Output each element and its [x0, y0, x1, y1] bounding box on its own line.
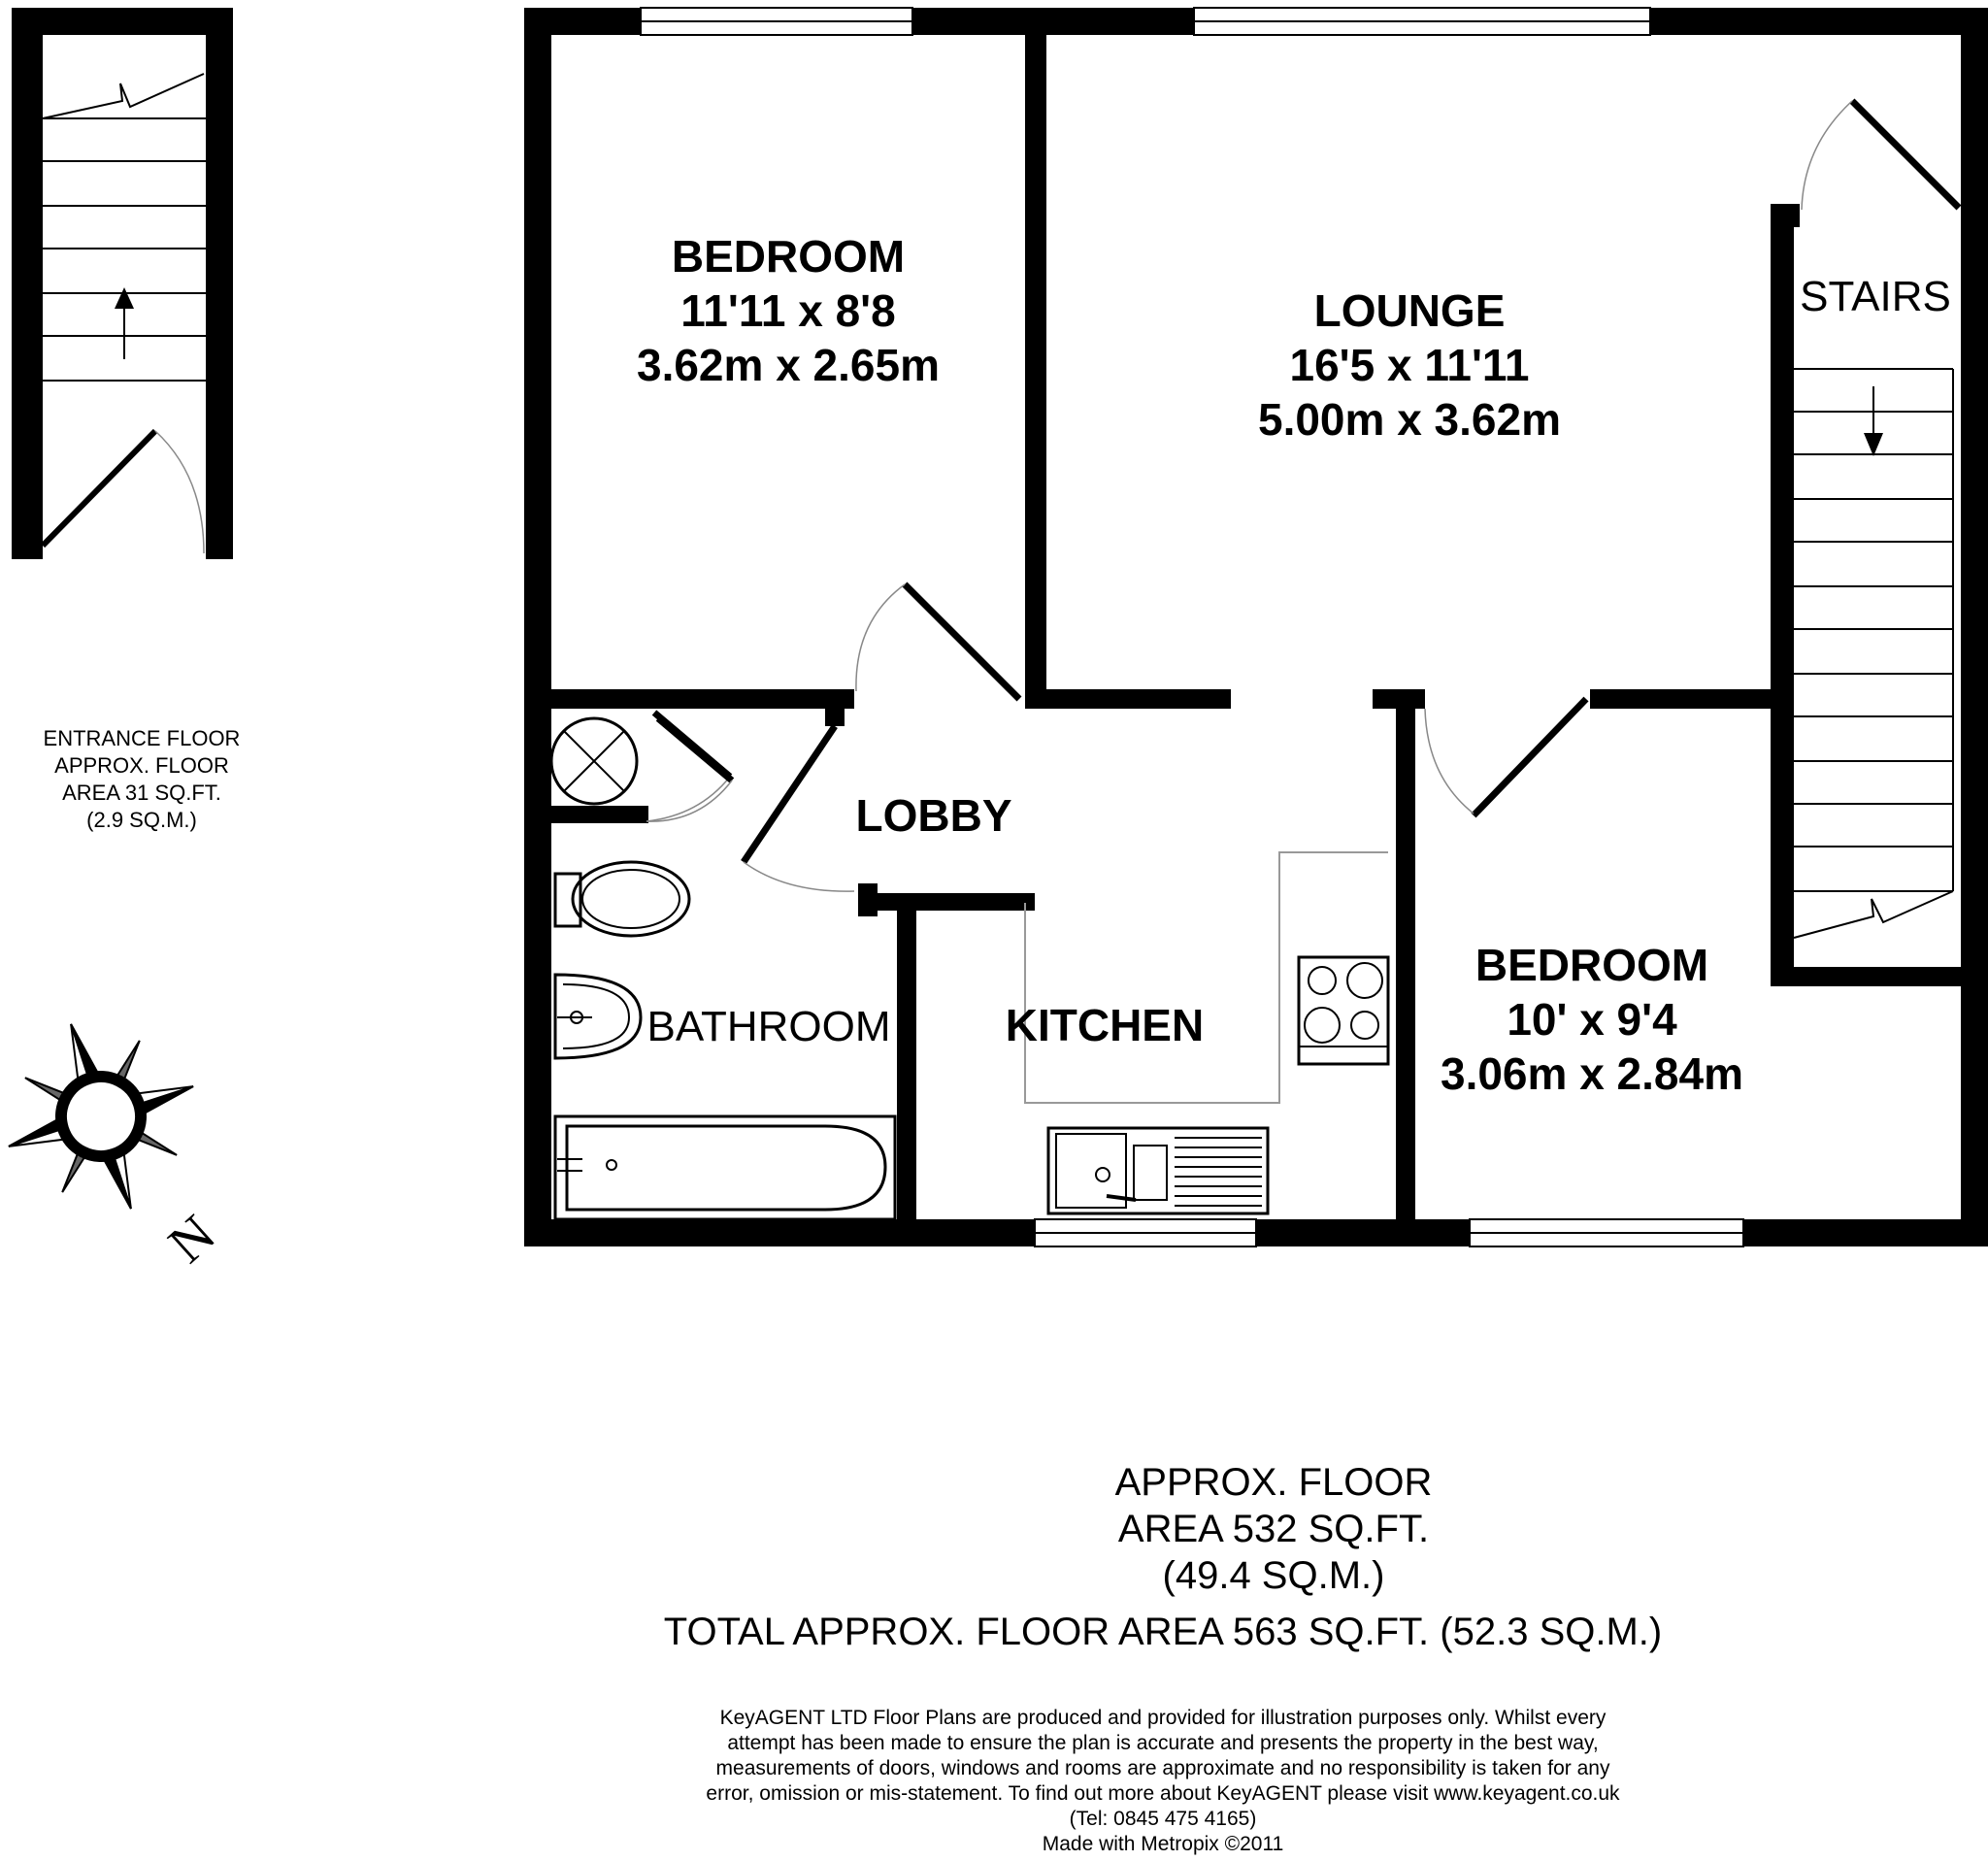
disclaimer-line6: Made with Metropix ©2011: [1042, 1833, 1284, 1855]
basin-icon: [555, 975, 641, 1058]
compass-north-letter: N: [157, 1204, 227, 1276]
main-floor-area: [1115, 1461, 1433, 1597]
bedroom2-name: BEDROOM: [1474, 940, 1709, 990]
bathtub-icon: [555, 1116, 895, 1219]
kitchen-label: KITCHEN: [1005, 1000, 1205, 1050]
bedroom2-imperial: 10' x 9'4: [1507, 994, 1677, 1045]
outer-walls: [524, 8, 1988, 1246]
main-floor-plan: [524, 8, 1988, 1246]
disclaimer-line5: (Tel: 0845 475 4165): [1069, 1808, 1257, 1830]
lounge-imperial: 16'5 x 11'11: [1289, 340, 1530, 390]
up-arrow-icon: [115, 287, 134, 359]
entrance-area-line3: AREA 31 SQ.FT.: [62, 781, 221, 805]
doors: [646, 101, 1959, 891]
entrance-area-title: ENTRANCE FLOOR: [43, 726, 241, 750]
bathroom-fixtures: [551, 718, 895, 1219]
entrance-area-line2: APPROX. FLOOR: [54, 753, 229, 778]
disclaimer: [706, 1707, 1620, 1855]
disclaimer-line3: measurements of doors, windows and rooms are approximate and no responsibility is taken for any: [715, 1757, 1610, 1779]
disclaimer-line1: KeyAGENT LTD Floor Plans are produced and provided for illustration purposes only. Whilst every: [719, 1707, 1607, 1729]
bedroom1-metric: 3.62m x 2.65m: [636, 340, 941, 390]
lounge-name: LOUNGE: [1313, 285, 1506, 336]
disclaimer-line2: attempt has been made to ensure the plan is accurate and presents the property in the best way,: [727, 1732, 1599, 1754]
bedroom2-metric: 3.06m x 2.84m: [1440, 1048, 1744, 1099]
down-arrow-icon: [1864, 386, 1883, 456]
total-floor-area: TOTAL APPROX. FLOOR AREA 563 SQ.FT. (52.3 SQ.M.): [663, 1611, 1663, 1653]
bedroom1-imperial: 11'11 x 8'8: [680, 285, 896, 336]
main-floor-area-line1: APPROX. FLOOR: [1114, 1461, 1433, 1504]
toilet-icon: [555, 862, 689, 936]
hob-icon: [1299, 957, 1388, 1064]
stairs-label: STAIRS: [1800, 273, 1951, 320]
bedroom1-name: BEDROOM: [671, 231, 906, 282]
sink-icon: [1048, 1128, 1268, 1213]
lounge-metric: 5.00m x 3.62m: [1257, 394, 1562, 445]
entrance-door: [43, 431, 204, 553]
compass-icon: [0, 994, 227, 1275]
main-floor-area-line3: (49.4 SQ.M.): [1162, 1554, 1385, 1597]
disclaimer-line4: error, omission or mis-statement. To find out more about KeyAGENT please visit www.keyagent.co.uk: [706, 1782, 1620, 1805]
lobby-label: LOBBY: [855, 790, 1012, 841]
bathroom-label: BATHROOM: [646, 1003, 891, 1050]
main-floor-area-line2: AREA 532 SQ.FT.: [1117, 1508, 1430, 1550]
entrance-area-line4: (2.9 SQ.M.): [86, 808, 197, 832]
entrance-floor-plan: [12, 8, 240, 832]
